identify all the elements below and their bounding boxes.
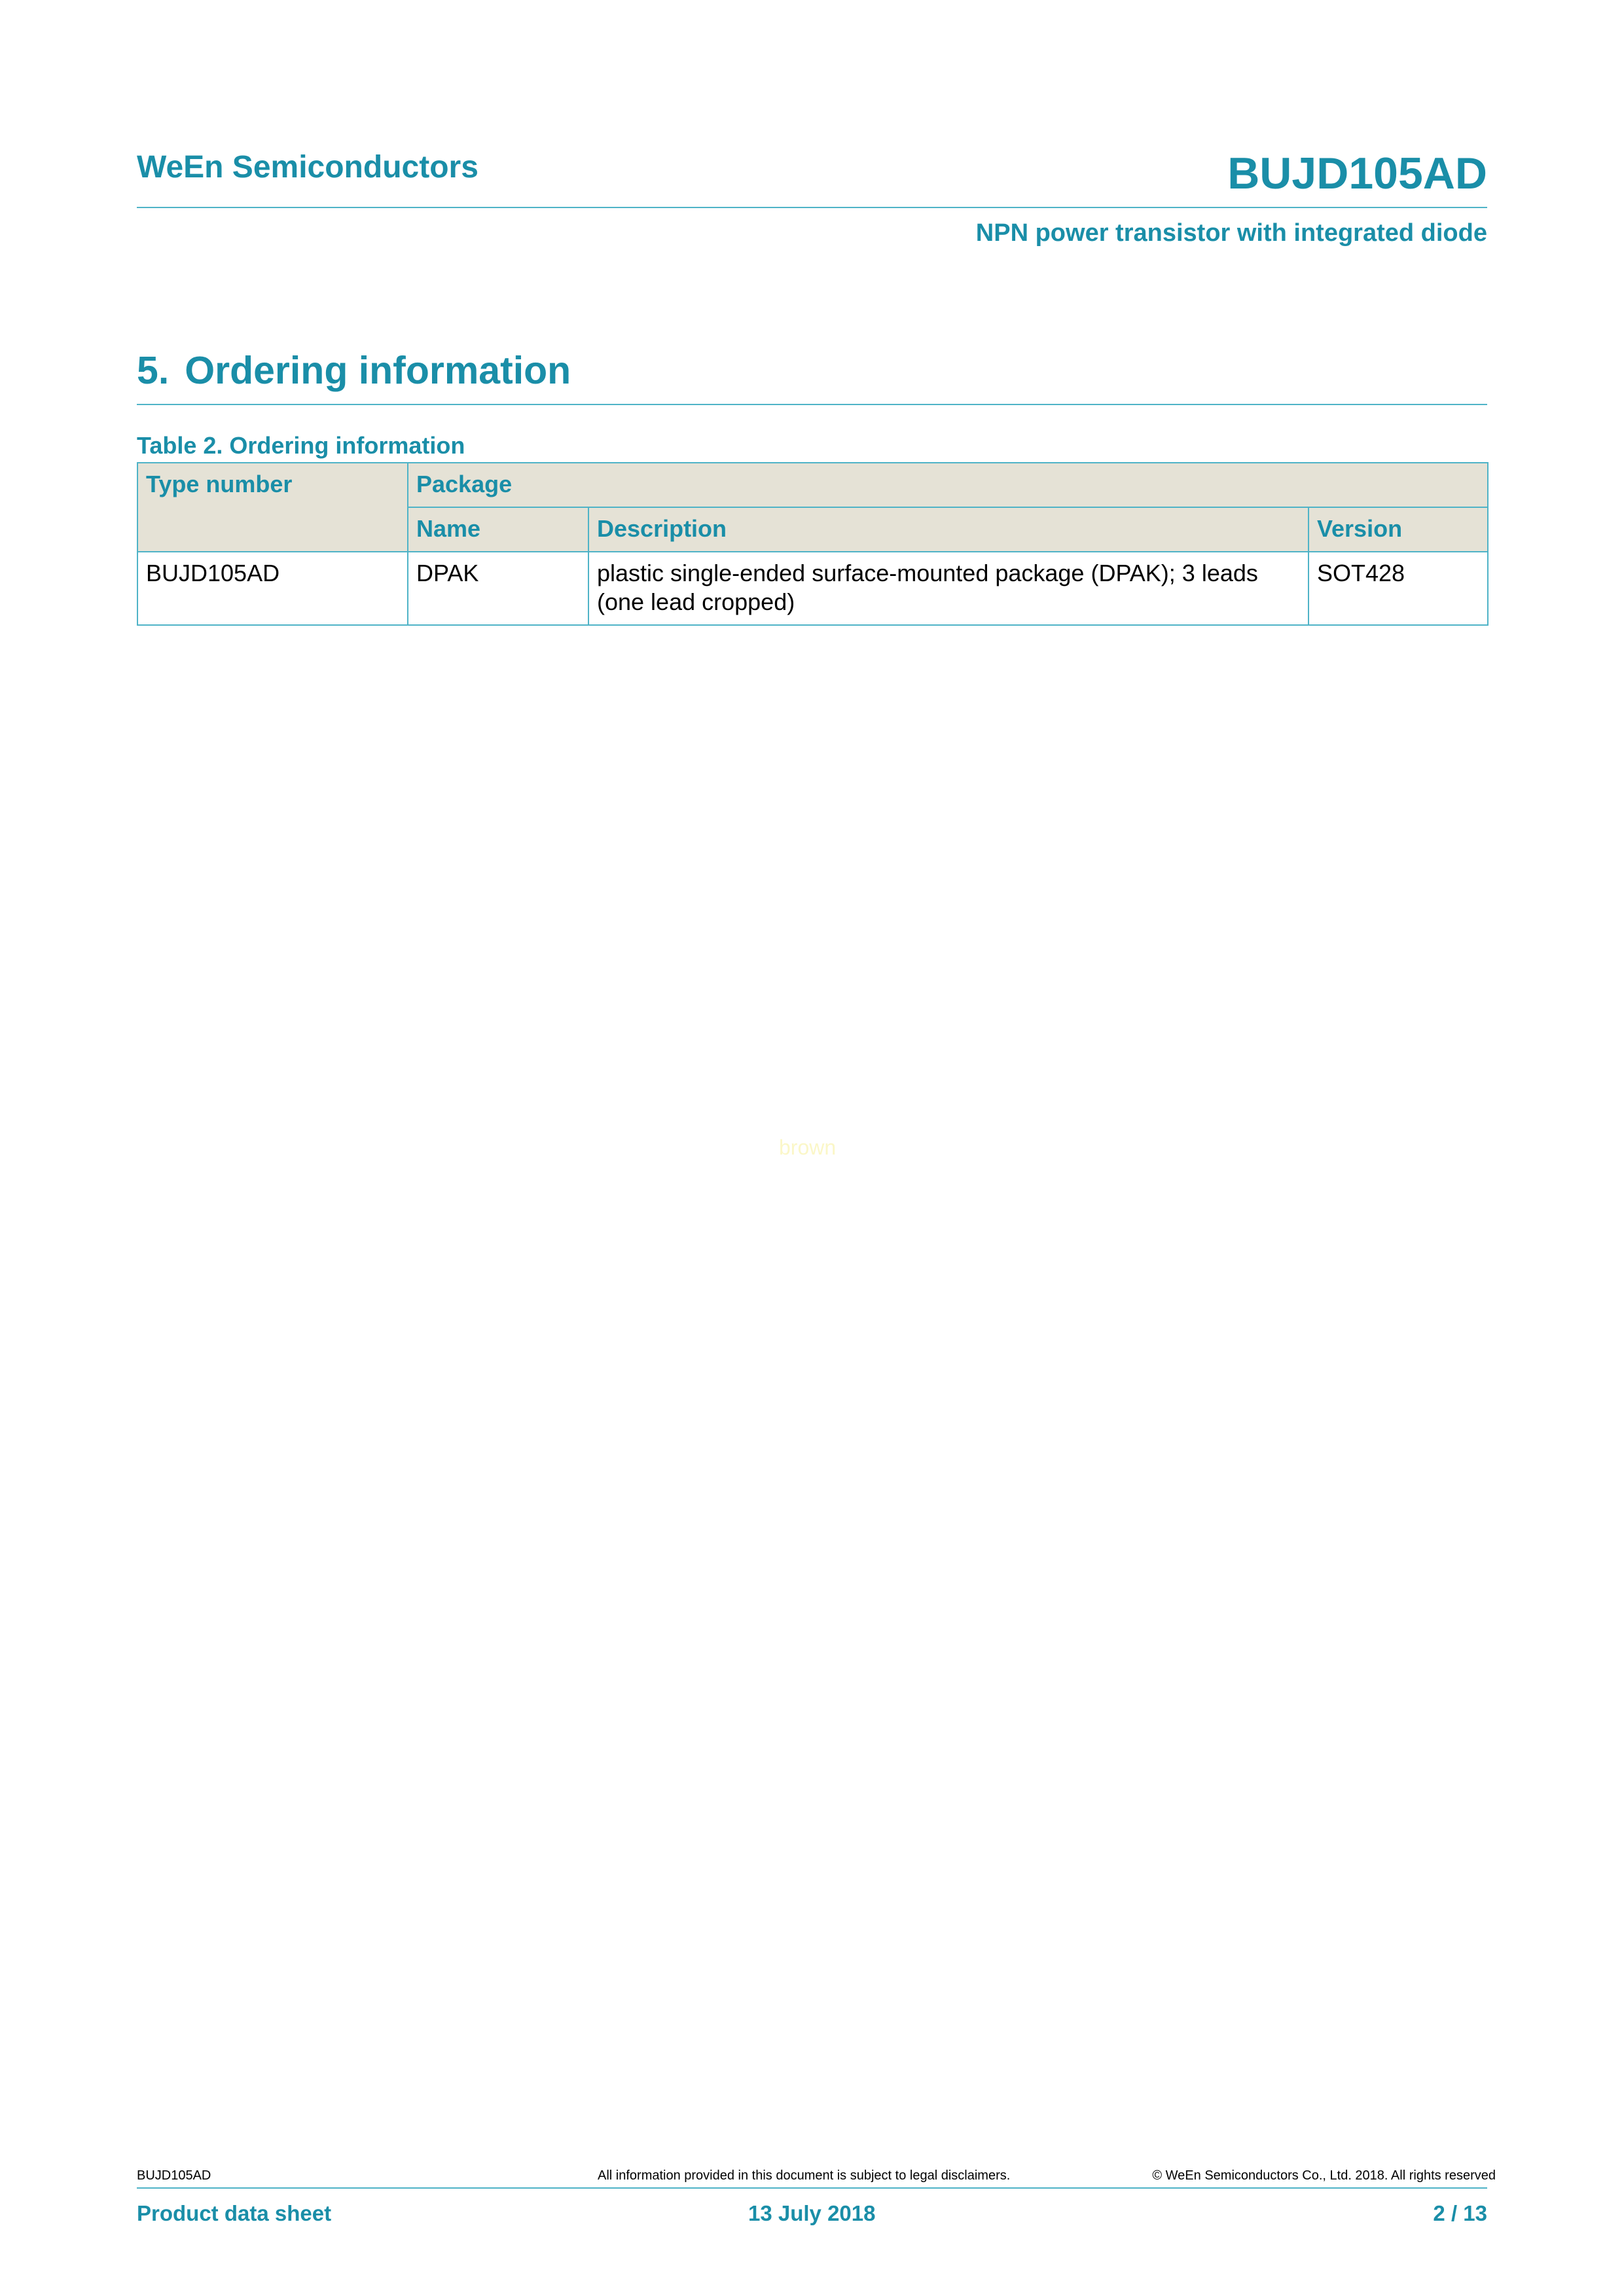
footer-copyright: © WeEn Semiconductors Co., Ltd. 2018. All rights reserved: [1152, 2168, 1496, 2183]
company-name: WeEn Semiconductors: [137, 150, 478, 185]
header-description: Description: [588, 507, 1308, 552]
section-title: Ordering information: [185, 349, 571, 392]
product-id: BUJD105AD: [1227, 149, 1487, 198]
section-heading: [137, 348, 571, 393]
table-row: [137, 552, 1488, 625]
header-type-number: Type number: [137, 463, 408, 552]
cell-version: SOT428: [1308, 552, 1488, 625]
footer-divider: [137, 2187, 1487, 2189]
header-name: Name: [408, 507, 588, 552]
footer-doc-type: Product data sheet: [137, 2201, 332, 2225]
footer-page-number: 2 / 13: [1433, 2201, 1487, 2225]
header-version: Version: [1308, 507, 1488, 552]
section-divider: [137, 404, 1487, 405]
footer-doc-id: BUJD105AD: [137, 2168, 211, 2183]
section-number: 5.: [137, 349, 170, 392]
header-package: Package: [408, 463, 1488, 507]
watermark: brown: [779, 1136, 837, 1159]
footer-disclaimer: All information provided in this document is subject to legal disclaimers.: [598, 2168, 1011, 2183]
cell-type-number: BUJD105AD: [137, 552, 408, 625]
ordering-table: [137, 462, 1489, 626]
cell-description: plastic single-ended surface-mounted package (DPAK); 3 leads (one lead cropped): [588, 552, 1308, 625]
table-caption: Table 2. Ordering information: [137, 432, 465, 459]
header-divider: [137, 207, 1487, 208]
table-header-row: [137, 463, 1488, 507]
cell-name: DPAK: [408, 552, 588, 625]
product-subtitle: NPN power transistor with integrated diode: [975, 219, 1487, 247]
footer-date: 13 July 2018: [748, 2201, 876, 2225]
